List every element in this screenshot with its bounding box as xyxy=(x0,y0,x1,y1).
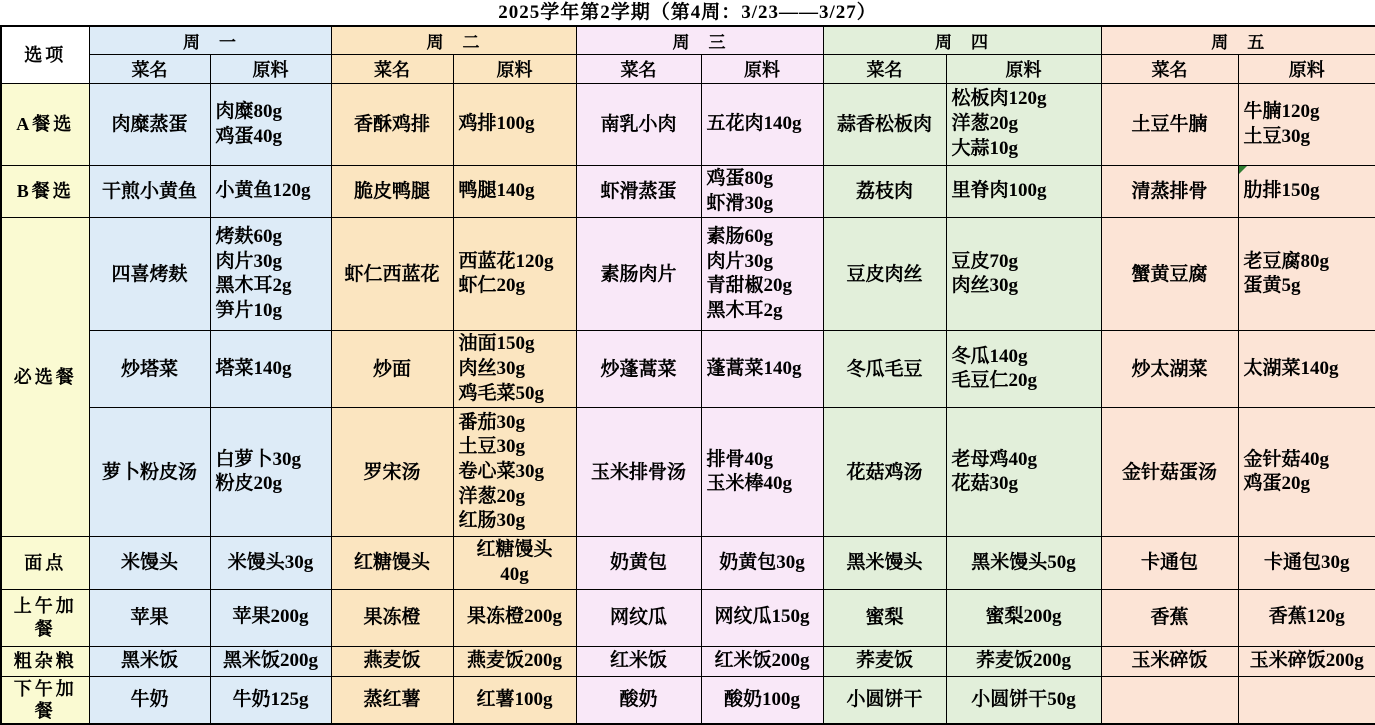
ingredient-cell-friday xyxy=(1238,408,1375,537)
ingredient-line: 黑木耳2g xyxy=(706,300,783,322)
dish-cell-wednesday: 网纹瓜 xyxy=(576,589,701,646)
ingredient-line: 毛豆仁20g xyxy=(951,370,1038,392)
comment-flag-triangle xyxy=(1239,166,1247,174)
ingredient-cell-tuesday xyxy=(453,537,576,589)
dish-cell-wednesday: 炒蓬蒿菜 xyxy=(576,331,701,408)
header-dish-friday: 菜名 xyxy=(1101,55,1238,84)
ingredient-line: 塔菜140g xyxy=(215,358,292,380)
dish-cell-tuesday: 炒面 xyxy=(331,331,453,408)
ingredient-cell-tuesday xyxy=(453,408,576,537)
header-dish-tuesday: 菜名 xyxy=(331,55,453,84)
dish-cell-wednesday: 奶黄包 xyxy=(576,537,701,589)
ingredient-cell-monday xyxy=(210,537,331,589)
ingredient-cell-thursday xyxy=(946,589,1101,646)
ingredient-line: 奶黄包30g xyxy=(719,551,805,573)
ingredient-line: 排骨40g xyxy=(706,448,774,470)
ingredient-cell-monday xyxy=(210,331,331,408)
menu-row-required-meal-3 xyxy=(1,408,1375,537)
row-label-afternoon-snack: 下午加餐 xyxy=(1,676,89,724)
ingredient-cell-monday xyxy=(210,408,331,537)
ingredient-line: 虾滑30g xyxy=(706,192,774,214)
ingredient-line: 土豆30g xyxy=(458,436,526,458)
ingredient-line: 小圆饼干50g xyxy=(971,688,1076,710)
dish-cell-tuesday: 脆皮鸭腿 xyxy=(331,166,453,218)
ingredient-cell-monday xyxy=(210,646,331,676)
ingredient-cell-wednesday xyxy=(701,218,823,331)
dish-cell-friday: 卡通包 xyxy=(1101,537,1238,589)
ingredient-line: 红薯100g xyxy=(476,688,553,710)
header-dish-wednesday: 菜名 xyxy=(576,55,701,84)
ingredient-cell-friday xyxy=(1238,166,1375,218)
ingredient-cell-thursday xyxy=(946,331,1101,408)
ingredient-cell-thursday xyxy=(946,408,1101,537)
ingredient-line: 牛奶125g xyxy=(232,688,309,710)
ingredient-cell-wednesday xyxy=(701,589,823,646)
dish-cell-wednesday: 玉米排骨汤 xyxy=(576,408,701,537)
dish-cell-tuesday: 果冻橙 xyxy=(331,589,453,646)
ingredient-line: 西蓝花120g xyxy=(458,250,554,272)
menu-row-meal-b xyxy=(1,166,1375,218)
ingredient-line: 老母鸡40g xyxy=(951,448,1038,470)
ingredient-line: 苹果200g xyxy=(232,606,309,628)
ingredient-line: 红肠30g xyxy=(458,510,526,532)
ingredient-cell-wednesday xyxy=(701,331,823,408)
ingredient-cell-thursday xyxy=(946,218,1101,331)
dish-cell-wednesday: 南乳小肉 xyxy=(576,84,701,166)
header-ingredient-tuesday: 原料 xyxy=(453,55,576,84)
dish-cell-friday: 炒太湖菜 xyxy=(1101,331,1238,408)
ingredient-line: 肉糜80g xyxy=(215,100,283,122)
dish-cell-thursday: 豆皮肉丝 xyxy=(823,218,946,331)
row-label-coarse-grain: 粗杂粮 xyxy=(1,646,89,676)
ingredient-line: 小黄鱼120g xyxy=(215,180,311,202)
ingredient-line: 烤麸60g xyxy=(215,226,283,247)
ingredient-line: 黑木耳2g xyxy=(215,275,292,297)
ingredient-line: 肉丝30g xyxy=(951,275,1019,297)
ingredient-cell-tuesday xyxy=(453,676,576,724)
dish-cell-friday: 蟹黄豆腐 xyxy=(1101,218,1238,331)
dish-cell-monday: 萝卜粉皮汤 xyxy=(89,408,210,537)
row-label-meal-a: A餐选 xyxy=(1,84,89,166)
ingredient-cell-thursday xyxy=(946,84,1101,166)
ingredient-cell-monday xyxy=(210,166,331,218)
header-day-friday: 周 五 xyxy=(1101,26,1375,55)
ingredient-line: 玉米碎饭200g xyxy=(1249,649,1364,671)
dish-cell-friday: 香蕉 xyxy=(1101,589,1238,646)
dish-cell-tuesday: 蒸红薯 xyxy=(331,676,453,724)
dish-cell-wednesday: 素肠肉片 xyxy=(576,218,701,331)
header-day-tuesday: 周 二 xyxy=(331,26,576,55)
dish-cell-thursday: 蒜香松板肉 xyxy=(823,84,946,166)
dish-cell-tuesday: 红糖馒头 xyxy=(331,537,453,589)
dish-cell-wednesday: 红米饭 xyxy=(576,646,701,676)
dish-cell-friday: 玉米碎饭 xyxy=(1101,646,1238,676)
ingredient-line: 荞麦饭200g xyxy=(975,649,1071,671)
ingredient-cell-wednesday xyxy=(701,84,823,166)
menu-row-required-meal-1 xyxy=(1,218,1375,331)
ingredient-line: 蓬蒿菜140g xyxy=(706,358,802,380)
ingredient-line: 洋葱20g xyxy=(458,485,526,507)
dish-cell-thursday: 蜜梨 xyxy=(823,589,946,646)
ingredient-line: 酸奶100g xyxy=(723,688,800,710)
header-options: 选项 xyxy=(1,26,89,84)
ingredient-line: 笋片10g xyxy=(215,300,283,322)
header-ingredient-wednesday: 原料 xyxy=(701,55,823,84)
dish-cell-thursday: 黑米馒头 xyxy=(823,537,946,589)
ingredient-cell-monday xyxy=(210,218,331,331)
dish-cell-thursday: 冬瓜毛豆 xyxy=(823,331,946,408)
header-day-monday: 周 一 xyxy=(89,26,331,55)
dish-cell-monday: 黑米饭 xyxy=(89,646,210,676)
ingredient-line: 金针菇40g xyxy=(1243,448,1330,470)
ingredient-line: 虾仁20g xyxy=(458,275,526,297)
ingredient-cell-wednesday xyxy=(701,408,823,537)
menu-row-morning-snack xyxy=(1,589,1375,646)
ingredient-cell-tuesday xyxy=(453,646,576,676)
menu-table xyxy=(0,25,1375,725)
header-ingredient-thursday: 原料 xyxy=(946,55,1101,84)
ingredient-cell-tuesday xyxy=(453,218,576,331)
row-label-meal-b: B餐选 xyxy=(1,166,89,218)
ingredient-cell-friday xyxy=(1238,537,1375,589)
ingredient-line: 五花肉140g xyxy=(706,113,802,135)
ingredient-line: 花菇30g xyxy=(951,473,1019,495)
dish-cell-monday: 苹果 xyxy=(89,589,210,646)
ingredient-line: 鸡蛋80g xyxy=(706,168,774,189)
ingredient-cell-friday xyxy=(1238,84,1375,166)
ingredient-line: 米馒头30g xyxy=(227,551,314,573)
ingredient-cell-friday xyxy=(1238,218,1375,331)
dish-cell-thursday: 荞麦饭 xyxy=(823,646,946,676)
ingredient-line: 网纹瓜150g xyxy=(714,606,810,628)
ingredient-line: 肉片30g xyxy=(706,250,774,272)
dish-cell-monday: 炒塔菜 xyxy=(89,331,210,408)
dish-cell-wednesday: 虾滑蒸蛋 xyxy=(576,166,701,218)
dish-cell-monday: 米馒头 xyxy=(89,537,210,589)
ingredient-line: 红米饭200g xyxy=(714,649,810,671)
ingredient-cell-thursday xyxy=(946,166,1101,218)
header-ingredient-monday: 原料 xyxy=(210,55,331,84)
ingredient-line: 蛋黄5g xyxy=(1243,275,1301,297)
ingredient-cell-wednesday xyxy=(701,166,823,218)
dish-cell-friday: 清蒸排骨 xyxy=(1101,166,1238,218)
ingredient-cell-monday xyxy=(210,84,331,166)
row-label-pastry: 面点 xyxy=(1,537,89,589)
ingredient-line: 鸡蛋40g xyxy=(215,125,283,147)
ingredient-line: 肉丝30g xyxy=(458,358,526,380)
header-day-thursday: 周 四 xyxy=(823,26,1101,55)
ingredient-cell-friday xyxy=(1238,676,1375,724)
ingredient-cell-wednesday xyxy=(701,646,823,676)
ingredient-line: 40g xyxy=(500,564,529,586)
dish-cell-monday: 四喜烤麸 xyxy=(89,218,210,331)
dish-cell-tuesday: 燕麦饭 xyxy=(331,646,453,676)
ingredient-cell-thursday xyxy=(946,646,1101,676)
ingredient-line: 里脊肉100g xyxy=(951,180,1047,202)
ingredient-line: 番茄30g xyxy=(458,411,526,433)
ingredient-line: 肉片30g xyxy=(215,250,283,272)
ingredient-cell-tuesday xyxy=(453,331,576,408)
dish-cell-monday: 肉糜蒸蛋 xyxy=(89,84,210,166)
menu-table-header xyxy=(1,26,1375,84)
ingredient-line: 红糖馒头 xyxy=(476,539,553,561)
dish-cell-tuesday: 虾仁西蓝花 xyxy=(331,218,453,331)
page-title: 2025学年第2学期（第4周：3/23——3/27） xyxy=(498,2,877,23)
ingredient-cell-wednesday xyxy=(701,537,823,589)
ingredient-cell-friday xyxy=(1238,331,1375,408)
ingredient-line: 素肠60g xyxy=(706,226,774,247)
dish-cell-tuesday: 香酥鸡排 xyxy=(331,84,453,166)
menu-row-coarse-grain xyxy=(1,646,1375,676)
ingredient-cell-thursday xyxy=(946,537,1101,589)
dish-cell-friday: 土豆牛腩 xyxy=(1101,84,1238,166)
ingredient-line: 土豆30g xyxy=(1243,125,1311,147)
ingredient-line: 老豆腐80g xyxy=(1243,250,1330,272)
dish-cell-monday: 牛奶 xyxy=(89,676,210,724)
header-sub-row xyxy=(1,55,1375,84)
ingredient-line: 香蕉120g xyxy=(1268,606,1345,628)
ingredient-line: 油面150g xyxy=(458,333,535,355)
row-label-required-meal: 必选餐 xyxy=(1,218,89,537)
ingredient-line: 果冻橙200g xyxy=(466,606,562,628)
ingredient-line: 青甜椒20g xyxy=(706,275,793,297)
ingredient-cell-monday xyxy=(210,589,331,646)
ingredient-cell-tuesday xyxy=(453,84,576,166)
ingredient-line: 蜜梨200g xyxy=(985,606,1062,628)
ingredient-cell-tuesday xyxy=(453,166,576,218)
ingredient-cell-monday xyxy=(210,676,331,724)
ingredient-line: 鸡毛菜50g xyxy=(458,382,545,404)
ingredient-line: 冬瓜140g xyxy=(951,345,1028,367)
ingredient-line: 黑米馒头50g xyxy=(971,551,1076,573)
ingredient-line: 太湖菜140g xyxy=(1243,358,1339,380)
dish-cell-thursday: 荔枝肉 xyxy=(823,166,946,218)
dish-cell-friday xyxy=(1101,676,1238,724)
ingredient-cell-tuesday xyxy=(453,589,576,646)
dish-cell-wednesday: 酸奶 xyxy=(576,676,701,724)
menu-row-meal-a xyxy=(1,84,1375,166)
menu-table-body xyxy=(1,84,1375,725)
header-day-wednesday: 周 三 xyxy=(576,26,823,55)
menu-row-pastry xyxy=(1,537,1375,589)
ingredient-line: 肋排150g xyxy=(1243,180,1320,202)
dish-cell-thursday: 小圆饼干 xyxy=(823,676,946,724)
dish-cell-monday: 干煎小黄鱼 xyxy=(89,166,210,218)
ingredient-cell-thursday xyxy=(946,676,1101,724)
ingredient-line: 大蒜10g xyxy=(951,137,1019,159)
header-dish-monday: 菜名 xyxy=(89,55,210,84)
dish-cell-thursday: 花菇鸡汤 xyxy=(823,408,946,537)
ingredient-line: 鸭腿140g xyxy=(458,180,535,202)
row-label-morning-snack: 上午加餐 xyxy=(1,589,89,646)
ingredient-line: 玉米棒40g xyxy=(706,473,793,495)
ingredient-line: 洋葱20g xyxy=(951,113,1019,135)
ingredient-cell-friday xyxy=(1238,646,1375,676)
dish-cell-tuesday: 罗宋汤 xyxy=(331,408,453,537)
menu-row-required-meal-2 xyxy=(1,331,1375,408)
header-ingredient-friday: 原料 xyxy=(1238,55,1375,84)
header-dish-thursday: 菜名 xyxy=(823,55,946,84)
dish-cell-friday: 金针菇蛋汤 xyxy=(1101,408,1238,537)
ingredient-line: 鸡排100g xyxy=(458,113,535,135)
ingredient-line: 松板肉120g xyxy=(951,88,1047,110)
ingredient-line: 黑米饭200g xyxy=(222,649,318,671)
ingredient-line: 鸡蛋20g xyxy=(1243,473,1311,495)
ingredient-line: 卷心菜30g xyxy=(458,461,545,483)
ingredient-line: 白萝卜30g xyxy=(215,448,302,470)
header-day-row xyxy=(1,26,1375,55)
ingredient-line: 粉皮20g xyxy=(215,473,283,495)
ingredient-line: 燕麦饭200g xyxy=(466,649,562,671)
ingredient-cell-friday xyxy=(1238,589,1375,646)
ingredient-cell-wednesday xyxy=(701,676,823,724)
ingredient-line: 牛腩120g xyxy=(1243,100,1320,122)
ingredient-line: 卡通包30g xyxy=(1263,551,1350,573)
menu-row-afternoon-snack xyxy=(1,676,1375,724)
ingredient-line: 豆皮70g xyxy=(951,250,1019,272)
